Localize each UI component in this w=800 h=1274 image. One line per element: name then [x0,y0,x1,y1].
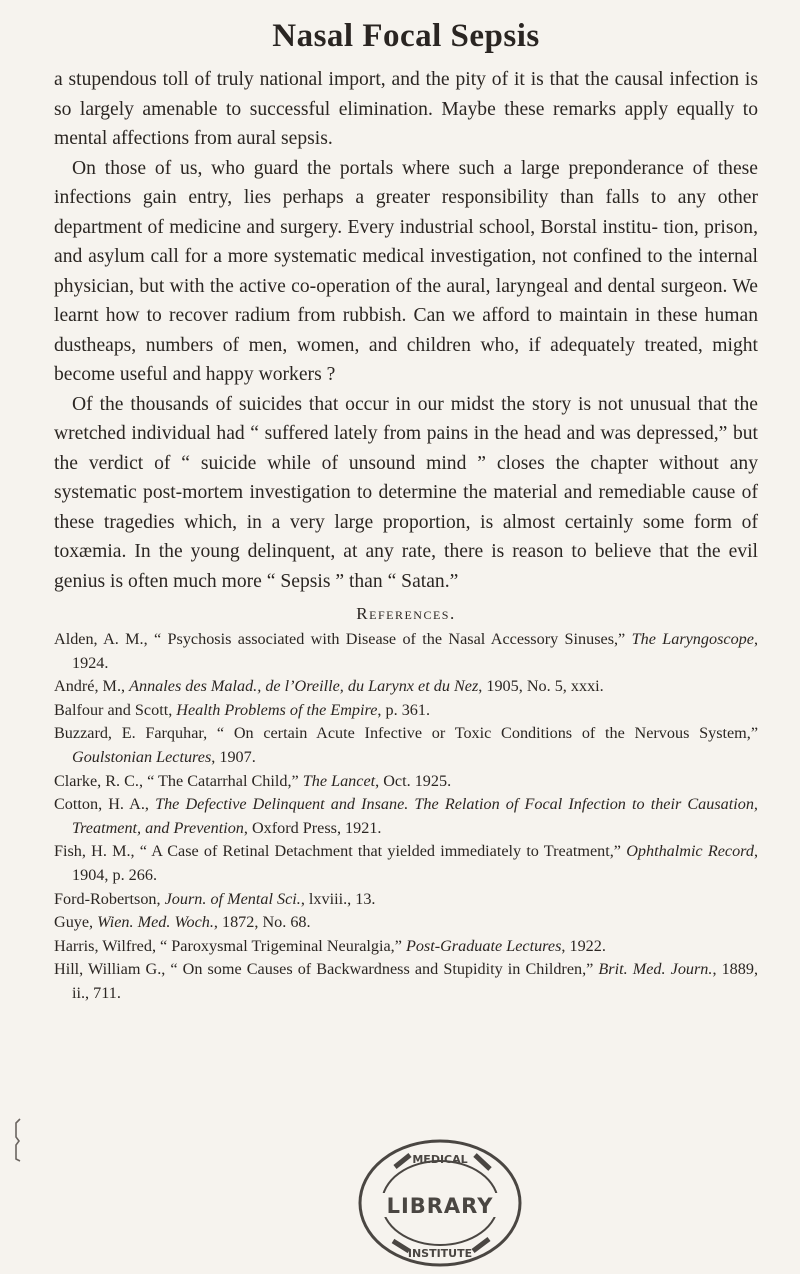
margin-bracket-mark [14,1117,22,1163]
page-title: Nasal Focal Sepsis [272,18,540,54]
reference-item: Harris, Wilfred, “ Paroxysmal Trigeminal Neuralgia,” Post-Graduate Lectures, 1922. [54,936,606,955]
paragraph-1: a stupendous toll of truly national import, and the pity of it is that the causal infection is so largely amenable to successful elimination. Maybe these remarks apply equally to mental affections from aural sepsis. [54,69,758,149]
reference-item: Clarke, R. C., “ The Catarrhal Child,” The Lancet, Oct. 1925. [54,771,452,790]
paragraph-2: On those of us, who guard the portals where such a large preponderance of these infections gain entry, lies perhaps a greater responsibility than falls to any other department of medicine and surgery. Every industrial school, Borstal institu- tion, prison, and asylum call for a more systematic medical investigation, not confined to the internal physician, but with the active co-operation of the aural, laryngeal and dental surgeon. We learnt how to recover radium from rubbish. Can we afford to maintain in these human dustheaps, numbers of men, women, and children who, if adequately treated, might become useful and happy workers ? [54,157,758,385]
reference-item: Ford-Robertson, Journ. of Mental Sci., lxviii., 13. [54,889,376,908]
document-page [54,18,758,1006]
reference-item: Hill, William G., “ On some Causes of Backwardness and Stupidity in Children,” Brit. Med. Journ., 1889, ii., 711. [54,960,759,1002]
reference-item: Buzzard, E. Farquhar, “ On certain Acute Infective or Toxic Conditions of the Nervous System,” Goulstonian Lectures, 1907. [54,724,758,766]
reference-item: Alden, A. M., “ Psychosis associated with Disease of the Nasal Accessory Sinuses,” The Laryngoscope, 1924. [54,630,758,672]
reference-item: André, M., Annales des Malad., de l’Oreille, du Larynx et du Nez, 1905, No. 5, xxxi. [54,677,604,696]
stamp-library-text: LIBRARY [386,1194,494,1218]
library-stamp [355,1137,525,1269]
reference-item: Fish, H. M., “ A Case of Retinal Detachment that yielded immediately to Treatment,” Ophthalmic Record, 1904, p. 266. [54,842,759,884]
reference-item: Cotton, H. A., The Defective Delinquent and Insane. The Relation of Focal Infection to their Causation, Treatment, and Prevention, Oxford Press, 1921. [54,795,758,837]
reference-item: Balfour and Scott, Health Problems of the Empire, p. 361. [54,700,431,719]
references-heading: References. [356,604,456,623]
reference-item: Guye, Wien. Med. Woch., 1872, No. 68. [54,913,311,932]
paragraph-3: Of the thousands of suicides that occur in our midst the story is not unusual that the wretched individual had “ suffered lately from pains in the head and was depressed,” but the verdict of “ suicide while of unsound mind ” closes the chapter without any systematic post-mortem investigation to determine the material and remediable cause of these tragedies which, in a very large proportion, is almost certainly some form of toxæmia. In the young delinquent, at any rate, there is reason to believe that the evil genius is often much more “ Sepsis ” than “ Satan.” [54,393,758,592]
stamp-bottom-text: INSTITUTE [407,1247,473,1260]
stamp-top-text: MEDICAL [412,1153,468,1166]
body-text [54,65,758,596]
references-list [54,628,758,1006]
